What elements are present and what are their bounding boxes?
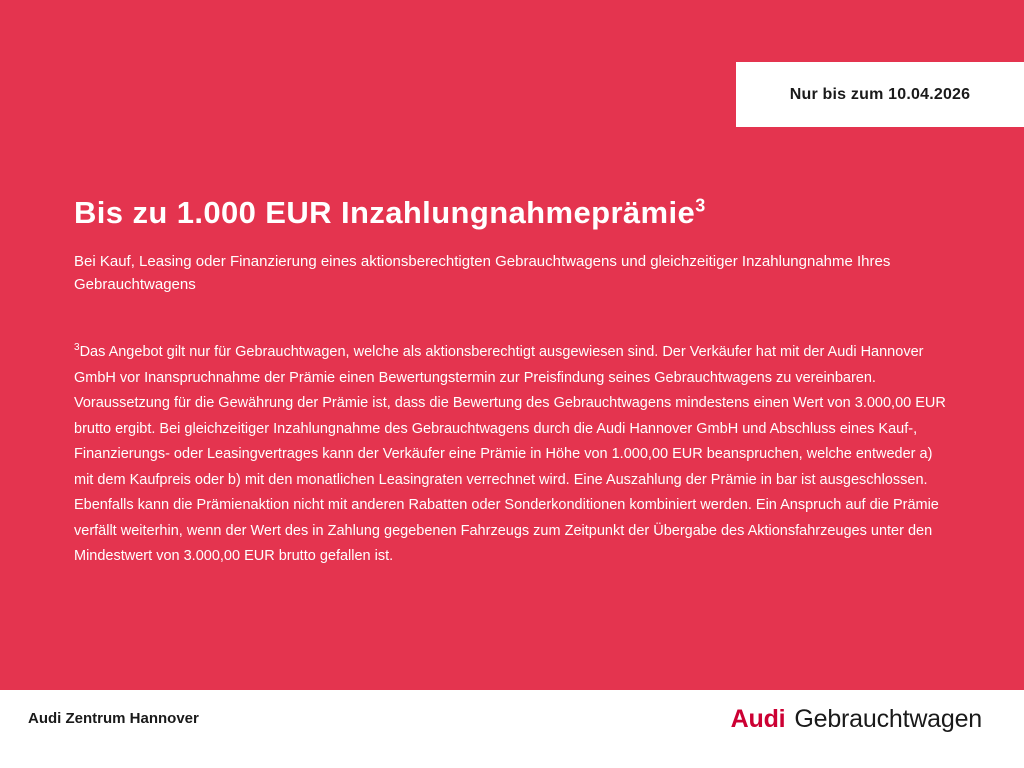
legal-text: Das Angebot gilt nur für Gebrauchtwagen, welche als aktionsberechtigt ausgewiesen sind. Der Verkäufer hat mit der Audi Hannover GmbH vor Inanspruchnahme der Prämie einen Bewertungstermin zur Preisfindung seines Gebrauchtwagens zu vereinbaren. Voraussetzung für die Gewährung der Prämie ist, dass die Bewertung des Gebrauchtwagens mindestens einen Wert von 3.000,00 EUR brutto ergibt. Bei gleichzeitiger Inzahlungnahme des Gebrauchtwagens durch die Audi Hannover GmbH und Abschluss eines Kauf-, Finanzierungs- oder Leasingvertrages kann der Verkäufer eine Prämie in Höhe von 1.000,00 EUR beanspruchen, welche entweder a) mit dem Kaufpreis oder b) mit den monatlichen Leasingraten verrechnet wird. Eine Auszahlung der Prämie in bar ist ausgeschlossen. Ebenfalls kann die Prämienaktion nicht mit anderen Rabatten oder Sonderkonditionen kombiniert werden. Ein Anspruch auf die Prämie verfällt weiterhin, wenn der Wert des in Zahlung gegebenen Fahrzeugs zum Zeitpunkt der Übergabe des Aktionsfahrzeuges unter den Mindestwert von 3.000,00 EUR brutto gefallen ist.	[74, 344, 946, 564]
brand-name: Audi	[730, 705, 786, 733]
dealer-name: Audi Zentrum Hannover	[28, 710, 199, 727]
brand-logo	[731, 705, 982, 734]
headline-footnote-marker: 3	[695, 195, 706, 216]
page-title	[74, 195, 706, 231]
validity-badge	[736, 62, 1024, 127]
legal-footnote-marker: 3	[74, 342, 80, 354]
footer	[0, 690, 1024, 768]
headline-text: Bis zu 1.000 EUR Inzahlungnahmeprämie	[74, 195, 696, 230]
legal-disclaimer	[74, 340, 950, 570]
brand-category: Gebrauchtwagen	[794, 705, 982, 733]
validity-badge-label: Nur bis zum 10.04.2026	[789, 85, 971, 103]
subtitle: Bei Kauf, Leasing oder Finanzierung eines aktionsberechtigten Gebrauchtwagens und gleichzeitiger Inzahlungnahme Ihres Gebrauchtwagens	[74, 253, 891, 293]
